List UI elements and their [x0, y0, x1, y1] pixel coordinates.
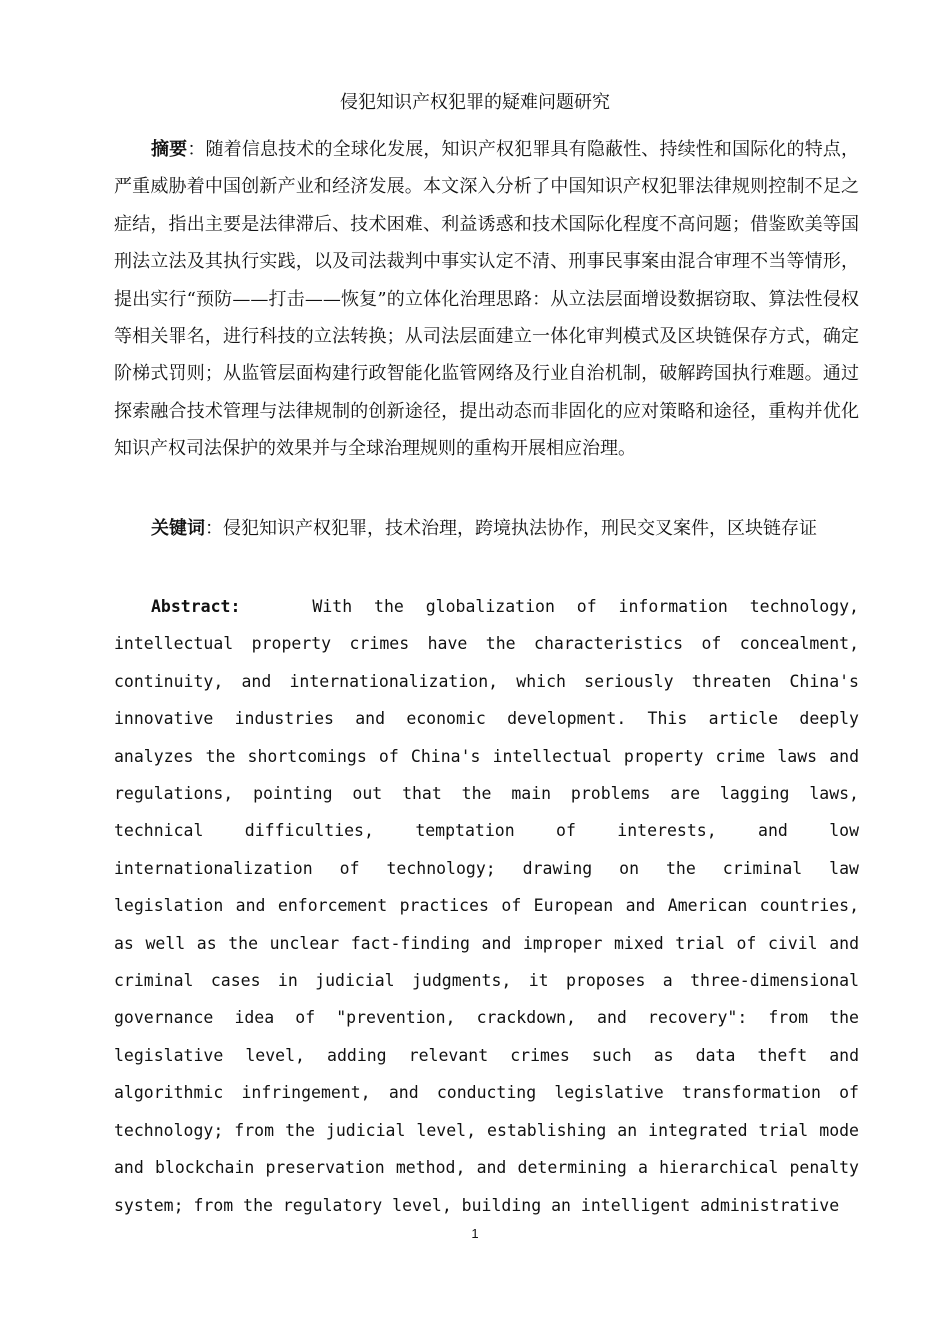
chinese-keywords-separator: ： — [205, 518, 223, 539]
chinese-keywords-label: 关键词 — [151, 518, 205, 539]
english-abstract — [114, 588, 859, 1224]
chinese-abstract-label: 摘要 — [151, 139, 188, 160]
chinese-keywords — [114, 510, 859, 547]
paper-title: 侵犯知识产权犯罪的疑难问题研究 — [340, 92, 610, 113]
chinese-keywords-text: 侵犯知识产权犯罪，技术治理，跨境执法协作，刑民交叉案件，区块链存证 — [223, 518, 817, 539]
chinese-abstract — [114, 131, 859, 468]
chinese-abstract-text: 随着信息技术的全球化发展，知识产权犯罪具有隐蔽性、持续性和国际化的特点，严重威胁着中国创新产业和经济发展。本文深入分析了中国知识产权犯罪法律规则控制不足之症结，指出主要是法律滞后、技术困难、利益诱惑和技术国际化程度不高问题；借鉴欧美等国刑法立法及其执行实践，以及司法裁判中事实认定不清、刑事民事案由混合审理不当等情形，提出实行“预防——打击——恢复”的立体化治理思路：从立法层面增设数据窃取、算法性侵权等相关罪名，进行科技的立法转换；从司法层面建立一体化审判模式及区块链保存方式，确定阶梯式罚则；从监管层面构建行政智能化监管网络及行业自治机制，破解跨国执行难题。通过探索融合技术管理与法律规制的创新途径，提出动态而非固化的应对策略和途径，重构并优化知识产权司法保护的效果并与全球治理规则的重构开展相应治理。 — [114, 139, 860, 460]
english-abstract-label: Abstract: — [151, 597, 241, 616]
chinese-abstract-separator: ： — [187, 139, 206, 160]
page-number: 1 — [471, 1226, 479, 1241]
english-abstract-text: With the globalization of information technology, intellectual property crimes have the characteristics of concealment, continuity, and internationalization, which seriously threaten China's innovative industries and economic development. This article deeply analyzes the shortcomings of China's intellectual property crime laws and regulations, pointing out that the main problems are lagging laws, technical difficulties, temptation of interests, and low internationalization of technology; drawing on the criminal law legislation and enforcement practices of European and American countries, as well as the unclear fact-finding and improper mixed trial of civil and criminal cases in judicial judgments, it proposes a three-dimensional governance idea of "prevention, crackdown, and recovery": from the legislative level, adding relevant crimes such as data theft and algorithmic infringement, and conducting legislative transformation of technology; from the judicial level, establishing an integrated trial mode and blockchain preservation method, and determining a hierarchical penalty system; from the regulatory level, building an intelligent administrative — [114, 597, 859, 1215]
